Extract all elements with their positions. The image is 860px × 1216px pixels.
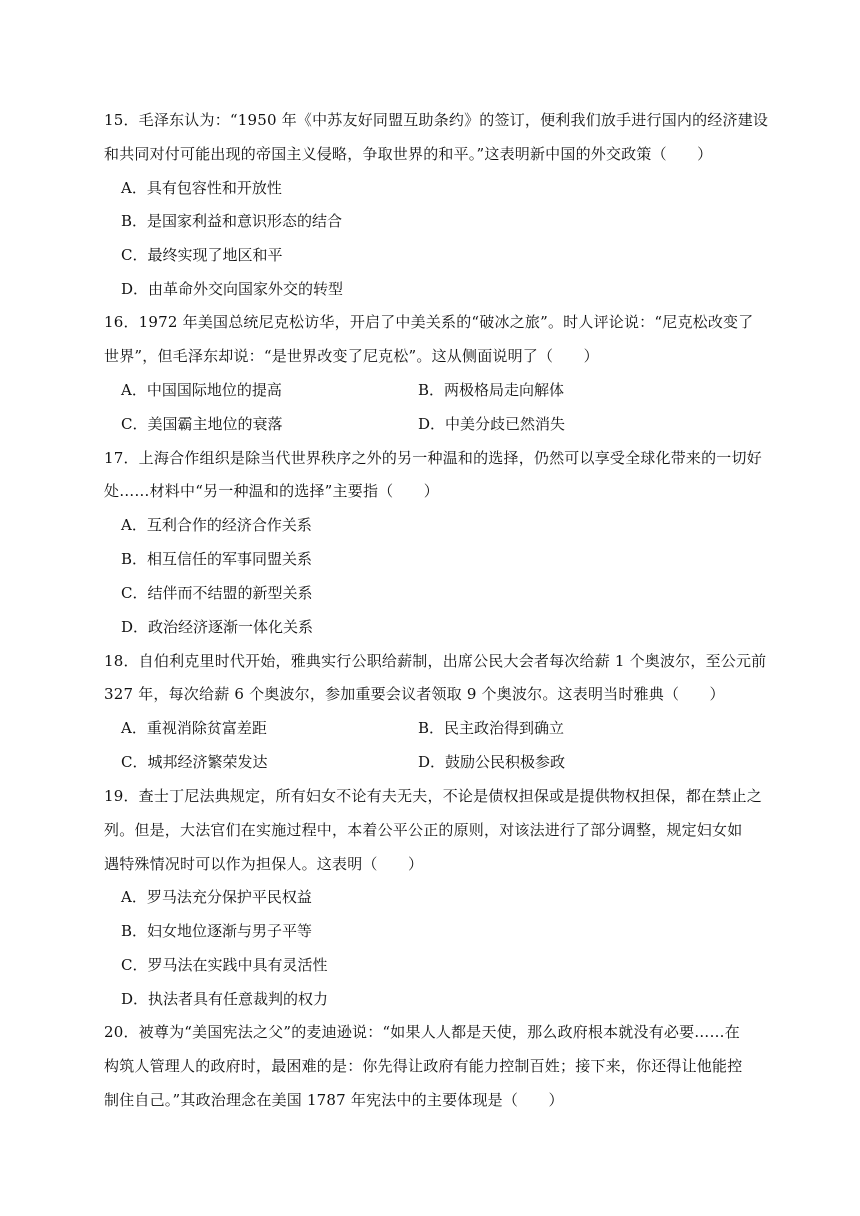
question-16-option-b: B．两极格局走向解体: [418, 381, 565, 399]
question-18-option-b: B．民主政治得到确立: [418, 719, 565, 737]
question-15-option-c: C．最终实现了地区和平: [121, 246, 283, 264]
question-17-option-b: B．相互信任的军事同盟关系: [121, 550, 313, 568]
question-16-option-c: C．美国霸主地位的衰落: [121, 415, 283, 433]
question-19-line-2: 列。但是，大法官们在实施过程中，本着公平公正的原则，对该法进行了部分调整，规定妇女如: [104, 821, 743, 839]
question-18-line-2: 327 年，每次给薪 6 个奥波尔，参加重要会议者领取 9 个奥波尔。这表明当时雅典（ ）: [104, 685, 725, 703]
question-18-option-c: C．城邦经济繁荣发达: [121, 753, 268, 771]
question-18-option-d: D．鼓励公民积极参政: [418, 753, 566, 771]
question-19-option-a: A．罗马法充分保护平民权益: [121, 888, 312, 906]
question-18-line-1: 18．自伯利克里时代开始，雅典实行公职给薪制，出席公民大会者每次给薪 1 个奥波尔，至公元前: [104, 652, 767, 670]
question-20-line-3: 制住自己。”其政治理念在美国 1787 年宪法中的主要体现是（ ）: [104, 1091, 564, 1109]
question-15-option-b: B．是国家利益和意识形态的结合: [121, 212, 343, 230]
question-15-option-d: D．由革命外交向国家外交的转型: [121, 280, 344, 298]
question-17-line-2: 处……材料中“另一种温和的选择”主要指（ ）: [104, 482, 439, 500]
question-20-line-1: 20．被尊为“美国宪法之父”的麦迪逊说：“如果人人都是天使，那么政府根本就没有必要……在: [104, 1023, 740, 1041]
question-16-option-a: A．中国国际地位的提高: [121, 381, 282, 399]
question-16-line-1: 16．1972 年美国总统尼克松访华，开启了中美关系的“破冰之旅”。时人评论说：“尼克松改变了: [104, 313, 754, 331]
question-17-option-d: D．政治经济逐渐一体化关系: [121, 618, 314, 636]
question-18-option-a: A．重视消除贫富差距: [121, 719, 267, 737]
question-19-line-1: 19．查士丁尼法典规定，所有妇女不论有夫无夫，不论是债权担保或是提供物权担保，都在禁止之: [104, 787, 762, 805]
question-19-option-b: B．妇女地位逐渐与男子平等: [121, 922, 313, 940]
question-15-line-1: 15．毛泽东认为：“1950 年《中苏友好同盟互助条约》的签订，便利我们放手进行国内的经济建设: [104, 111, 769, 129]
question-16-line-2: 世界”，但毛泽东却说：“是世界改变了尼克松”。这从侧面说明了（ ）: [104, 347, 599, 365]
question-17-option-c: C．结伴而不结盟的新型关系: [121, 584, 313, 602]
question-17-line-1: 17．上海合作组织是除当代世界秩序之外的另一种温和的选择，仍然可以享受全球化带来的一切好: [104, 449, 762, 467]
question-15-option-a: A．具有包容性和开放性: [121, 179, 282, 197]
question-15-line-2: 和共同对付可能出现的帝国主义侵略，争取世界的和平。”这表明新中国的外交政策（ ）: [104, 145, 713, 163]
question-16-option-d: D．中美分歧已然消失: [418, 415, 566, 433]
question-17-option-a: A．互利合作的经济合作关系: [121, 516, 312, 534]
question-19-option-c: C．罗马法在实践中具有灵活性: [121, 956, 328, 974]
question-20-line-2: 构筑人管理人的政府时，最困难的是：你先得让政府有能力控制百姓；接下来，你还得让他能控: [104, 1057, 743, 1075]
question-19-option-d: D．执法者具有任意裁判的权力: [121, 990, 329, 1008]
question-19-line-3: 遇特殊情况时可以作为担保人。这表明（ ）: [104, 855, 424, 873]
